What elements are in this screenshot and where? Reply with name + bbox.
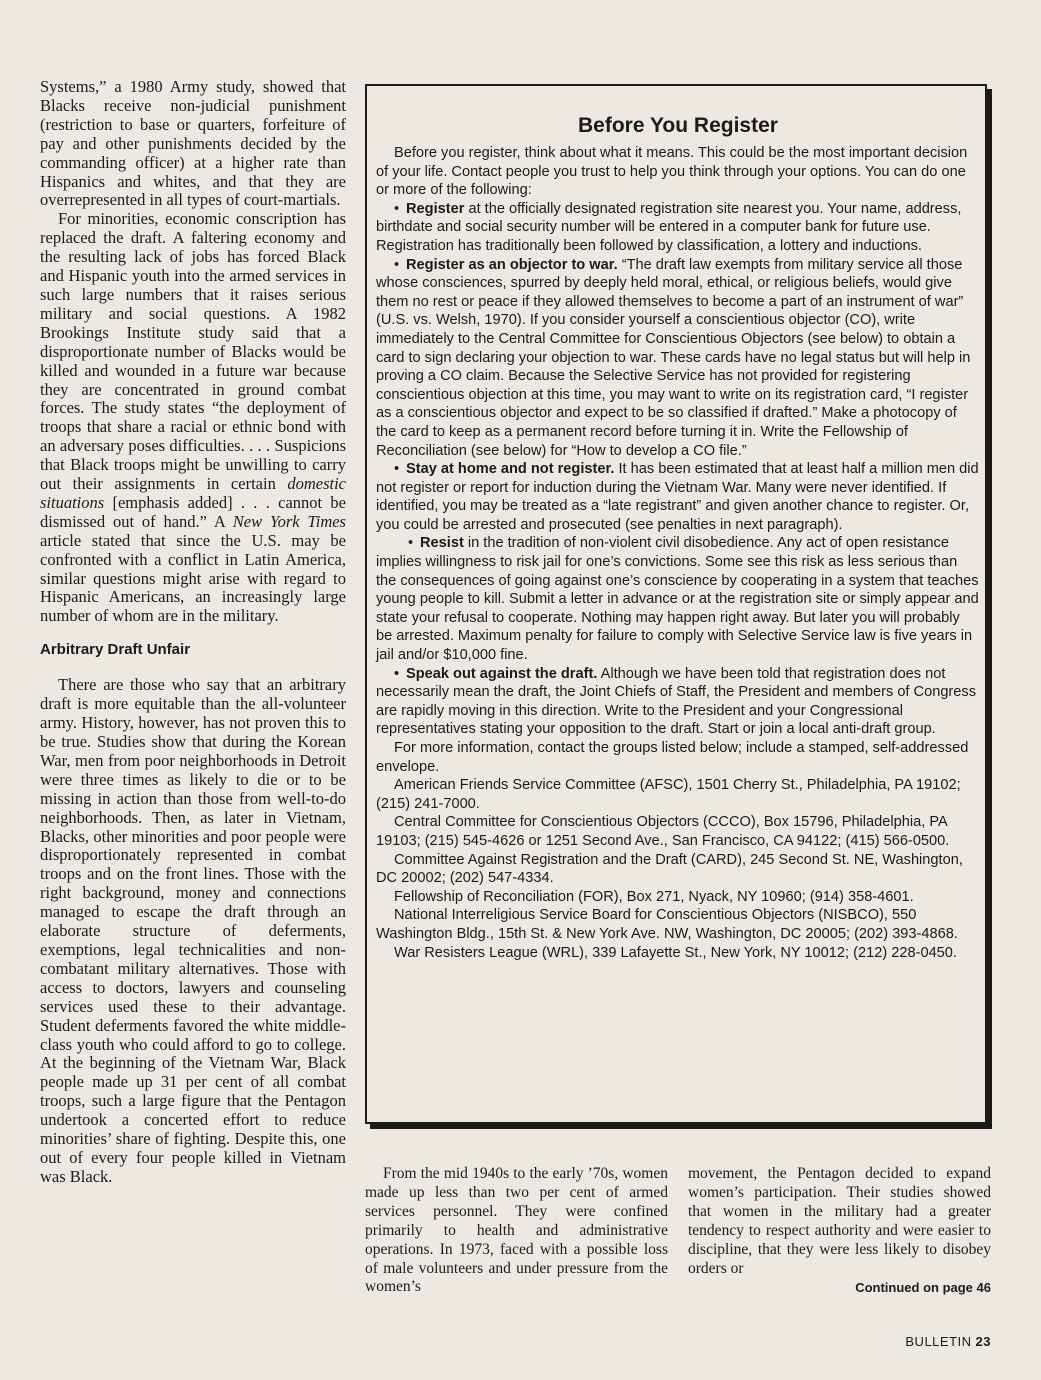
bullet-icon: • bbox=[394, 665, 400, 682]
option-lead: Register as an objector to war. bbox=[406, 256, 618, 273]
article-paragraph: movement, the Pentagon decided to expand women’s participation. Their studies showed that women in the military had a greater tendency to respect authority and were easier to discipline, that they were less likely to disobey orders or bbox=[688, 1165, 991, 1277]
box-option-objector bbox=[376, 256, 980, 461]
text-run: article stated that since the U.S. may be confronted with a conflict in Latin America, similar questions might arise with regard to Hispanic Americans, an increasingly large number of whom are in the military. bbox=[40, 530, 346, 626]
option-lead: Resist bbox=[420, 535, 464, 552]
publication-title: New York Times bbox=[232, 511, 346, 531]
bullet-icon: • bbox=[394, 461, 400, 478]
option-lead: Speak out against the draft. bbox=[406, 665, 598, 682]
continued-jump-line: Continued on page 46 bbox=[855, 1280, 991, 1296]
box-more-info: For more information, contact the groups listed below; include a stamped, self-addressed envelope. bbox=[376, 740, 969, 775]
option-text: in the tradition of non-violent civil disobedience. Any act of open resistance implies willingness to risk jail for one’s convictions. Some see this risk as less serious than the consequences of going against one’s conscience by cooperating in a system that teaches young people to kill. Submit a letter in advance or at the registration site or simply appear and state your refusal to cooperate. Nothing may happen right away. But later you will probably be arrested. Maximum penalty for failure to comply with Selective Service law is five years in jail and/or $10,000 fine. bbox=[376, 535, 979, 664]
option-lead: Stay at home and not register. bbox=[406, 461, 615, 478]
box-option-speak-out bbox=[376, 665, 980, 739]
contact-group: Central Committee for Conscientious Objectors (CCCO), Box 15796, Philadelphia, PA 19103; (215) 545-4626 or 1251 Second Ave., San Francisco, CA 94122; (415) 566-0500. bbox=[376, 814, 950, 849]
sidebar-box-content bbox=[376, 114, 980, 962]
option-text: at the officially designated registration site nearest you. Your name, address, birthdate and social security number will be entered in a computer bank for future use. Registration has traditionally been followed by classification, a lottery and inductions. bbox=[376, 200, 962, 254]
option-text: Although we have been told that registration does not necessarily mean the draft, the Joint Chiefs of Staff, the President and members of Congress are rapidly moving in this direction. Write to the President and your Congressional representatives stating your opposition to the draft. Start or join a local anti-draft group. bbox=[376, 665, 977, 738]
option-lead: Register bbox=[406, 200, 465, 217]
text-run: For minorities, economic conscription has replaced the draft. A faltering economy and the resulting lack of jobs has forced Black and Hispanic youth into the armed services in such large numbers that it raises serious military and social questions. A 1982 Brookings Institute study said that a disproportionate number of Blacks would be killed and wounded in a future war because they are concentrated in ground combat forces. The study states “the deployment of troops that share a racial or ethnic bond with an adversary poses difficulties. . . . Suspicions that Black troops might be unwilling to carry out their assignments in certain bbox=[40, 209, 346, 494]
sidebar-box-before-you-register bbox=[365, 84, 987, 1124]
text-run: [emphasis added] . . . cannot be dismissed out of hand.” A bbox=[40, 492, 346, 531]
option-text: “The draft law exempts from military service all those whose consciences, spurred by deeply held moral, ethical, or religious beliefs, would give them no rest or peace if they allowed themselves to become a part of an instrument of war” (U.S. vs. Welsh, 1970). If you consider yourself a conscientious objector (CO), write immediately to the Central Committee for Conscientious Objectors (see below) to obtain a card to sign declaring your objection to war. These cards have no legal status but will help in proving a CO claim. Because the Selective Service has not provided for registering conscientious objection at this time, you may want to write on its registration card, “I register as a conscientious objector and expect to be so classified if drafted.” Make a photocopy of the card to keep as a permanent record before turning it in. Write the Fellowship of Reconciliation (see below) for “How to develop a CO file.” bbox=[376, 256, 971, 459]
contact-group: National Interreligious Service Board for Conscientious Objectors (NISBCO), 550 Washington Bldg., 15th St. & New York Ave. NW, Washington, DC 20005; (202) 393-4868. bbox=[376, 907, 958, 942]
section-heading: Arbitrary Draft Unfair bbox=[40, 641, 191, 659]
box-intro: Before you register, think about what it means. This could be the most important decision of your life. Contact people you trust to help you think through your options. You can do one or more of the following: bbox=[376, 145, 968, 199]
box-option-resist bbox=[376, 534, 980, 664]
contact-group: Committee Against Registration and the Draft (CARD), 245 Second St. NE, Washington, DC 20002; (202) 547-4334. bbox=[376, 851, 963, 887]
page-number: 23 bbox=[975, 1334, 991, 1349]
article-paragraph: From the mid 1940s to the early ’70s, women made up less than two per cent of armed services personnel. They were confined primarily to health and administrative operations. In 1973, faced with a possible loss of male volunteers and under pressure from the women’s bbox=[365, 1165, 668, 1296]
contact-group: War Resisters League (WRL), 339 Lafayette St., New York, NY 10012; (212) 228-0450. bbox=[394, 944, 957, 961]
bottom-column-2 bbox=[688, 1165, 991, 1298]
sidebar-box-title: Before You Register bbox=[578, 114, 778, 137]
emphasis-text: domestic situations bbox=[40, 474, 346, 512]
bullet-icon: • bbox=[394, 256, 400, 273]
article-paragraph: Systems,” a 1980 Army study, showed that Blacks receive non-judicial punishment (restriction to base or quarters, forfeiture of pay and other punishments decided by the commanding officer) at a higher rate than Hispanics and whites, and that they are overrepresented in all types of court-martials. bbox=[40, 77, 346, 210]
box-option-register bbox=[376, 200, 980, 256]
page-folio bbox=[905, 1334, 991, 1349]
article-paragraph: There are those who say that an arbitrary draft is more equitable than the all-volunteer army. History, however, has not proven this to be true. Studies show that during the Korean War, men from poor neighborhoods in Detroit were three times as likely to die or to be missing in action than those from well-to-do neighborhoods. Then, as later in Vietnam, Blacks, other minorities and poor people were disproportionately represented in combat troops and on the front lines. Those with the right background, money and connections managed to escape the draft through an elaborate structure of deferments, exemptions, legal technicalities and non-combatant military alternatives. Those with access to doctors, lawyers and counseling services used these to their advantage. Student deferments favored the white middle-class youth who could afford to go to college. At the beginning of the Vietnam War, Black people made up 31 per cent of all combat troops, such a large figure that the Pentagon undertook a concerted effort to reduce minorities’ share of fighting. Despite this, one out of every four people killed in Vietnam was Black. bbox=[40, 675, 346, 1186]
contact-group: Fellowship of Reconciliation (FOR), Box 271, Nyack, NY 10960; (914) 358-4601. bbox=[394, 888, 914, 905]
bullet-icon: • bbox=[394, 200, 400, 217]
bottom-column-1 bbox=[365, 1165, 668, 1297]
publication-name: BULLETIN bbox=[905, 1334, 972, 1349]
article-paragraph bbox=[40, 210, 346, 626]
contact-group: American Friends Service Committee (AFSC), 1501 Cherry St., Philadelphia, PA 19102; (215) 241-7000. bbox=[376, 777, 961, 812]
box-option-stay-home bbox=[376, 460, 980, 534]
bullet-icon: • bbox=[408, 535, 414, 552]
option-text: It has been estimated that at least half a million men did not register or report for induction during the Vietnam War. Many were never identified. If identified, you may be treated as a “late registrant” and given another chance to register. Or, you could be arrested and prosecuted (see penalties in next paragraph). bbox=[376, 461, 979, 533]
left-article-column bbox=[40, 78, 346, 1187]
